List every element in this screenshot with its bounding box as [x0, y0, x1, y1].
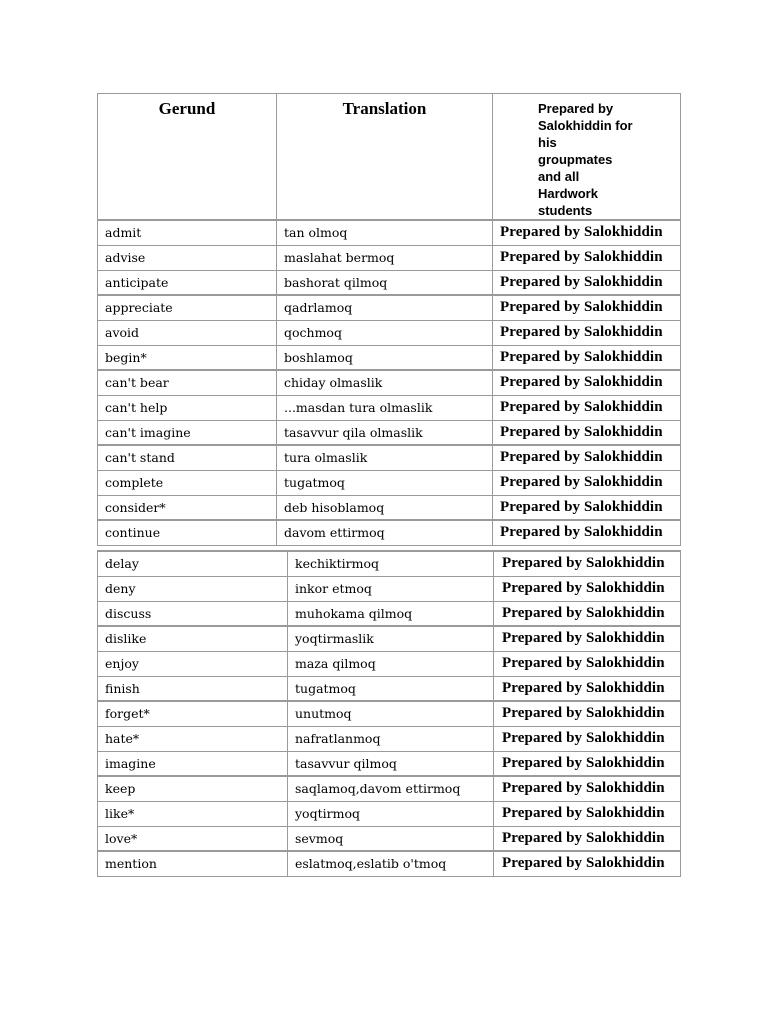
prepared-by-cell: Prepared by Salokhiddin — [493, 320, 681, 345]
gerund-cell: admit — [98, 220, 277, 245]
translation-cell: tasavvur qila olmaslik — [277, 420, 493, 445]
header-gerund: Gerund — [98, 94, 277, 221]
table-2-body — [98, 551, 681, 876]
header-note-text: Prepared by Salokhiddin for his groupmates and all Hardwork students — [538, 101, 633, 218]
gerund-cell: love* — [98, 826, 288, 851]
translation-cell: tugatmoq — [277, 470, 493, 495]
translation-cell: yoqtirmaslik — [288, 626, 494, 651]
table-row — [98, 295, 681, 320]
prepared-by-cell: Prepared by Salokhiddin — [494, 776, 681, 801]
prepared-by-cell: Prepared by Salokhiddin — [494, 751, 681, 776]
translation-cell: nafratlanmoq — [288, 726, 494, 751]
table-1-body — [98, 220, 681, 545]
translation-cell: maza qilmoq — [288, 651, 494, 676]
table-row — [98, 395, 681, 420]
prepared-by-cell: Prepared by Salokhiddin — [494, 651, 681, 676]
prepared-by-cell: Prepared by Salokhiddin — [494, 601, 681, 626]
prepared-by-cell: Prepared by Salokhiddin — [494, 801, 681, 826]
translation-cell: davom ettirmoq — [277, 520, 493, 545]
table-row — [98, 245, 681, 270]
translation-cell: deb hisoblamoq — [277, 495, 493, 520]
prepared-by-cell: Prepared by Salokhiddin — [494, 551, 681, 576]
gerund-cell: discuss — [98, 601, 288, 626]
translation-cell: tura olmaslik — [277, 445, 493, 470]
table-row — [98, 801, 681, 826]
gerund-cell: consider* — [98, 495, 277, 520]
translation-cell: chiday olmaslik — [277, 370, 493, 395]
table-row — [98, 626, 681, 651]
translation-cell: tan olmoq — [277, 220, 493, 245]
translation-cell: kechiktirmoq — [288, 551, 494, 576]
table-row — [98, 651, 681, 676]
translation-cell: muhokama qilmoq — [288, 601, 494, 626]
table-row — [98, 826, 681, 851]
table-row — [98, 370, 681, 395]
gerund-cell: begin* — [98, 345, 277, 370]
table-row — [98, 470, 681, 495]
table-row — [98, 270, 681, 295]
table-row — [98, 320, 681, 345]
gerund-cell: appreciate — [98, 295, 277, 320]
table-row — [98, 495, 681, 520]
prepared-by-cell: Prepared by Salokhiddin — [493, 345, 681, 370]
translation-cell: bashorat qilmoq — [277, 270, 493, 295]
translation-cell: yoqtirmoq — [288, 801, 494, 826]
prepared-by-cell: Prepared by Salokhiddin — [493, 495, 681, 520]
translation-cell: inkor etmoq — [288, 576, 494, 601]
prepared-by-cell: Prepared by Salokhiddin — [494, 626, 681, 651]
prepared-by-cell: Prepared by Salokhiddin — [494, 701, 681, 726]
gerund-table-1 — [97, 93, 681, 546]
table-row — [98, 576, 681, 601]
gerund-cell: hate* — [98, 726, 288, 751]
translation-cell: tugatmoq — [288, 676, 494, 701]
gerund-cell: keep — [98, 776, 288, 801]
gerund-cell: complete — [98, 470, 277, 495]
translation-cell: ...masdan tura olmaslik — [277, 395, 493, 420]
table-row — [98, 445, 681, 470]
translation-cell: tasavvur qilmoq — [288, 751, 494, 776]
prepared-by-cell: Prepared by Salokhiddin — [494, 576, 681, 601]
gerund-cell: imagine — [98, 751, 288, 776]
prepared-by-cell: Prepared by Salokhiddin — [493, 270, 681, 295]
table-row — [98, 220, 681, 245]
header-note — [493, 94, 681, 221]
gerund-cell: delay — [98, 551, 288, 576]
table-row — [98, 601, 681, 626]
prepared-by-cell: Prepared by Salokhiddin — [493, 445, 681, 470]
translation-cell: unutmoq — [288, 701, 494, 726]
gerund-cell: can't imagine — [98, 420, 277, 445]
prepared-by-cell: Prepared by Salokhiddin — [494, 826, 681, 851]
table-row — [98, 676, 681, 701]
prepared-by-cell: Prepared by Salokhiddin — [493, 395, 681, 420]
table-row — [98, 701, 681, 726]
translation-cell: qochmoq — [277, 320, 493, 345]
prepared-by-cell: Prepared by Salokhiddin — [493, 470, 681, 495]
translation-cell: qadrlamoq — [277, 295, 493, 320]
prepared-by-cell: Prepared by Salokhiddin — [494, 851, 681, 876]
table-row — [98, 726, 681, 751]
table-row — [98, 520, 681, 545]
translation-cell: sevmoq — [288, 826, 494, 851]
translation-cell: boshlamoq — [277, 345, 493, 370]
prepared-by-cell: Prepared by Salokhiddin — [494, 726, 681, 751]
gerund-cell: anticipate — [98, 270, 277, 295]
translation-cell: maslahat bermoq — [277, 245, 493, 270]
gerund-cell: avoid — [98, 320, 277, 345]
gerund-cell: finish — [98, 676, 288, 701]
gerund-cell: mention — [98, 851, 288, 876]
header-translation: Translation — [277, 94, 493, 221]
gerund-cell: can't bear — [98, 370, 277, 395]
translation-cell: eslatmoq,eslatib o'tmoq — [288, 851, 494, 876]
gerund-cell: like* — [98, 801, 288, 826]
gerund-cell: forget* — [98, 701, 288, 726]
prepared-by-cell: Prepared by Salokhiddin — [493, 520, 681, 545]
gerund-cell: continue — [98, 520, 277, 545]
table-row — [98, 776, 681, 801]
prepared-by-cell: Prepared by Salokhiddin — [493, 370, 681, 395]
gerund-cell: dislike — [98, 626, 288, 651]
gerund-cell: enjoy — [98, 651, 288, 676]
table-row — [98, 345, 681, 370]
gerund-cell: can't help — [98, 395, 277, 420]
translation-cell: saqlamoq,davom ettirmoq — [288, 776, 494, 801]
prepared-by-cell: Prepared by Salokhiddin — [493, 420, 681, 445]
gerund-cell: can't stand — [98, 445, 277, 470]
prepared-by-cell: Prepared by Salokhiddin — [493, 295, 681, 320]
prepared-by-cell: Prepared by Salokhiddin — [494, 676, 681, 701]
prepared-by-cell: Prepared by Salokhiddin — [493, 245, 681, 270]
prepared-by-cell: Prepared by Salokhiddin — [493, 220, 681, 245]
table-row — [98, 551, 681, 576]
gerund-cell: deny — [98, 576, 288, 601]
table-row — [98, 851, 681, 876]
gerund-table-2 — [97, 550, 681, 877]
table-row — [98, 751, 681, 776]
header-row — [98, 94, 681, 221]
table-row — [98, 420, 681, 445]
gerund-cell: advise — [98, 245, 277, 270]
